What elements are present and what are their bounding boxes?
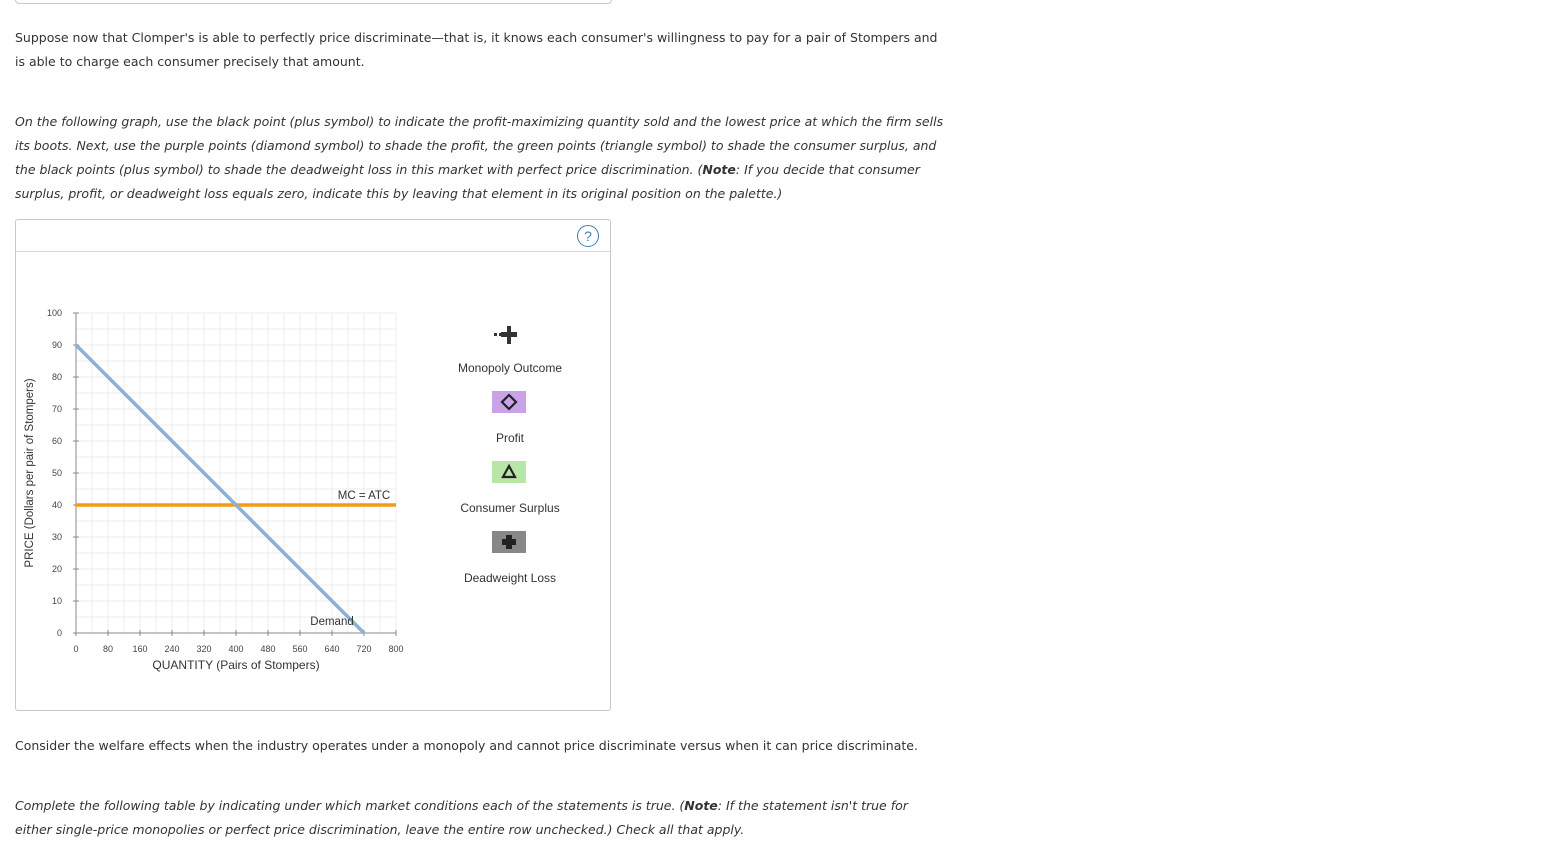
x-tick-label: 320 — [196, 644, 212, 654]
y-tick-label: 10 — [51, 596, 62, 606]
intro-paragraph: Suppose now that Clomper's is able to perfectly price discriminate—that is, it knows each consumer's willingness to pay for a pair of Stompers and is able to charge each consumer precisely that amount. — [15, 30, 938, 69]
monopoly-outcome-plus-icon[interactable] — [494, 323, 518, 345]
graph-panel — [15, 219, 611, 711]
profit-swatch[interactable] — [492, 391, 526, 413]
y-tick-label: 90 — [51, 340, 62, 350]
triangle-icon — [492, 461, 526, 483]
y-tick-label: 60 — [51, 436, 62, 446]
y-tick-label: 70 — [51, 404, 62, 414]
graph-instructions-note: : If you decide that consumer surplus, profit, or deadweight loss equals zero, indicate this by leaving that element in its original position on the palette.) — [15, 162, 920, 201]
graph-instructions — [15, 110, 945, 206]
x-tick-label: 0 — [73, 644, 79, 654]
x-tick-label: 800 — [388, 644, 404, 654]
x-tick-label: 80 — [102, 644, 114, 654]
palette-label-monopoly-outcome: Monopoly Outcome — [457, 361, 563, 375]
y-tick-label: 30 — [51, 532, 62, 542]
table-instructions-note-label: Note — [684, 798, 718, 813]
demand-label: Demand — [310, 616, 354, 628]
palette-label-consumer-surplus: Consumer Surplus — [460, 501, 560, 515]
diamond-icon — [492, 391, 526, 413]
table-instructions-main: Complete the following table by indicating under which market conditions each of the statements is true. ( — [15, 798, 685, 813]
table-instructions — [15, 794, 945, 842]
x-tick-label: 240 — [164, 644, 180, 654]
palette-label-profit: Profit — [495, 431, 524, 445]
palette-label-deadweight-loss: Deadweight Loss — [463, 571, 557, 585]
help-icon[interactable]: ? — [577, 225, 599, 247]
x-tick-label: 160 — [132, 644, 148, 654]
previous-question-box — [15, 0, 612, 4]
y-tick-label: 0 — [56, 628, 62, 638]
x-tick-label: 720 — [356, 644, 372, 654]
y-tick-label: 40 — [51, 500, 62, 510]
x-tick-label: 640 — [324, 644, 340, 654]
graph-instructions-main: On the following graph, use the black point (plus symbol) to indicate the profit-maximizing quantity sold and the lowest price at which the firm sells its boots. Next, use the purple points (diamond symbol) to shade the profit, the green points (triangle symbol) to shade the consumer surplus, and the black points (plus symbol) to shade the deadweight loss in this market with perfect price discrimination. ( — [15, 114, 944, 177]
x-tick-label: 560 — [292, 644, 308, 654]
x-tick-label: 480 — [260, 644, 276, 654]
x-axis-label: QUANTITY (Pairs of Stompers) — [152, 658, 320, 672]
deadweight-loss-swatch[interactable] — [492, 531, 526, 553]
y-axis-label: PRICE (Dollars per pair of Stompers) — [24, 378, 36, 568]
table-instructions-note: : If the statement isn't true for either single-price monopolies or perfect price discrimination, leave the entire row unchecked.) Check all that apply. — [15, 798, 908, 837]
chart-grid — [76, 313, 396, 633]
y-tick-label: 100 — [46, 308, 62, 318]
welfare-paragraph: Consider the welfare effects when the industry operates under a monopoly and cannot price discriminate versus when it can price discriminate. — [15, 738, 918, 753]
y-tick-label: 50 — [51, 468, 62, 478]
y-tick-label: 80 — [51, 372, 62, 382]
mc-atc-label: MC = ATC — [337, 490, 391, 502]
x-tick-label: 400 — [228, 644, 244, 654]
consumer-surplus-swatch[interactable] — [492, 461, 526, 483]
plus-icon — [492, 531, 526, 553]
y-tick-label: 20 — [51, 564, 62, 574]
graph-instructions-note-label: Note — [702, 162, 736, 177]
